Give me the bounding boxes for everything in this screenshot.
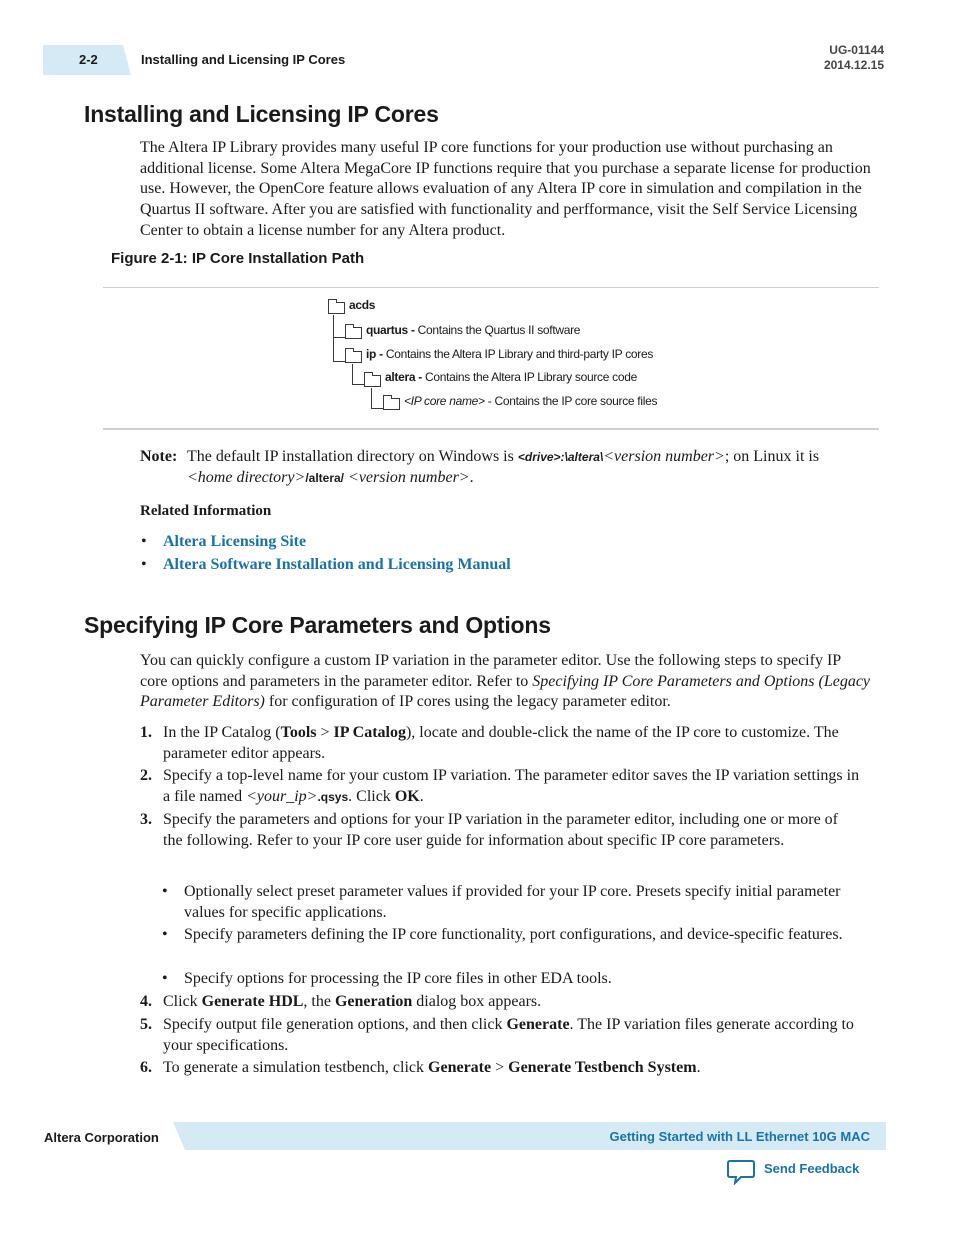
bullet: • <box>162 970 168 987</box>
tree-altera-label: altera - <box>385 370 422 384</box>
step-number: 5. <box>140 1016 152 1033</box>
footer-company: Altera Corporation <box>44 1130 159 1145</box>
step-text-part: . The IP variation files generate according to your specifications. <box>163 1016 854 1054</box>
note-label: Note: <box>140 448 178 465</box>
step-text-part: . Click <box>348 787 395 805</box>
step-bold: Generate <box>428 1059 492 1076</box>
note-text <box>187 447 877 488</box>
tree-root-label: acds <box>349 298 376 312</box>
step-text-part: > <box>491 1059 509 1076</box>
tree-altera-desc: Contains the Altera IP Library source code <box>421 370 637 384</box>
step-number: 2. <box>140 767 152 784</box>
sub-bullet-text: Optionally select preset parameter values if provided for your IP core. Presets specify initial parameter values for specific applications. <box>184 883 841 921</box>
sub-bullet-text: Specify parameters defining the IP core functionality, port configurations, and device-specific features. <box>184 926 843 943</box>
note-text-part: ; on Linux it is <box>724 448 820 465</box>
bullet: • <box>162 883 168 900</box>
figure-caption: Figure 2-1: IP Core Installation Path <box>111 250 365 267</box>
tree-quartus-label: quartus - <box>366 323 415 337</box>
step-text-part: ), locate and double-click the name of the IP core to customize. The parameter editor appears. <box>163 724 839 762</box>
tree-ip-label: ip - <box>366 347 383 361</box>
link-licensing-manual[interactable]: Altera Software Installation and Licensing Manual <box>163 556 511 573</box>
step-text-part: > <box>316 724 334 741</box>
step-text: Specify the parameters and options for your IP variation in the parameter editor, including one or more of the following. Refer to your IP core user guide for information about specific IP core parameters. <box>163 811 838 849</box>
folder-icon <box>383 398 400 410</box>
step-text <box>163 766 863 807</box>
step-bold: OK <box>394 787 420 805</box>
tree-line <box>371 408 383 409</box>
feedback-icon[interactable] <box>727 1159 755 1185</box>
note-text-part: . <box>469 468 474 486</box>
step-number: 6. <box>140 1059 152 1076</box>
tree-line <box>333 315 334 362</box>
step-text-part: To generate a simulation testbench, click <box>163 1059 429 1076</box>
step-code: .qsys <box>317 789 349 804</box>
section2-intro <box>140 651 872 713</box>
step-text-part: Specify output file generation options, and then click <box>163 1016 507 1033</box>
step-bold: Generate Testbench System <box>508 1059 697 1076</box>
step-text <box>163 992 863 1013</box>
step-number: 3. <box>140 811 152 828</box>
link-altera-licensing-site[interactable]: Altera Licensing Site <box>163 533 307 550</box>
tree-core-label: <IP core name> <box>404 394 485 408</box>
doc-id-block <box>824 43 884 73</box>
step-bold: Generation <box>334 993 413 1010</box>
intro-text: You can quickly configure a custom IP variation in the parameter editor. Use the following steps to specify IP core options and parameters in the parameter editor. Refer to <box>140 652 841 690</box>
related-info-label: Related Information <box>140 503 272 519</box>
figure-top-rule <box>103 287 879 288</box>
doc-id: UG-01144 <box>829 43 884 57</box>
section1-body: The Altera IP Library provides many useful IP core functions for your production use without purchasing an additional license. Some Altera MegaCore IP functions require that you purchase a separate license for production use. However, the OpenCore feature allows evaluation of any Altera IP core in simulation and compilation in the Quartus II software. After you are satisfied with functionality and perfformance, visit the Self Service Licensing Center to obtain a license number for any Altera product. <box>140 139 871 239</box>
step-text-part: Click <box>163 993 202 1010</box>
step-bold: IP Catalog <box>333 724 406 741</box>
note-text-part: The default IP installation directory on Windows is <box>187 448 518 465</box>
step-text-part: In the IP Catalog ( <box>163 724 281 741</box>
step-number: 4. <box>140 993 152 1010</box>
step-text-part: dialog box appears. <box>412 993 542 1010</box>
tree-quartus-desc: Contains the Quartus II software <box>414 323 581 337</box>
step-text <box>163 723 863 764</box>
section-title-installing: Installing and Licensing IP Cores <box>84 101 439 127</box>
figure-bottom-rule <box>103 428 879 430</box>
tree-line <box>333 337 345 338</box>
folder-icon <box>328 302 345 314</box>
tree-line <box>333 361 345 362</box>
note-code: <drive>:\altera\ <box>517 450 604 464</box>
bullet: • <box>141 533 147 550</box>
step-bold: Tools <box>280 724 317 741</box>
step-text-part: , the <box>303 993 335 1010</box>
send-feedback-link[interactable]: Send Feedback <box>764 1161 860 1176</box>
bullet: • <box>141 556 147 573</box>
tree-line <box>352 364 353 385</box>
step-text <box>163 1015 863 1056</box>
note-text-part: <home directory> <box>187 468 306 486</box>
folder-icon <box>345 327 362 339</box>
related-link-item <box>141 556 511 574</box>
step-number: 1. <box>140 724 152 741</box>
note-text-part: <version number> <box>603 448 725 465</box>
note-code: /altera/ <box>305 470 345 485</box>
related-link-item <box>141 533 306 551</box>
tree-core-desc: - Contains the IP core source files <box>484 394 658 408</box>
step-bold: Generate <box>506 1016 570 1033</box>
tree-line <box>352 384 364 385</box>
page-number: 2-2 <box>79 52 98 67</box>
note-text-part: <version number> <box>344 468 470 486</box>
step-text-part: . <box>419 787 424 805</box>
step-text-part: . <box>696 1059 701 1076</box>
folder-icon <box>364 375 381 387</box>
sub-bullet-text: Specify options for processing the IP core files in other EDA tools. <box>184 970 612 987</box>
step-bold: Generate HDL <box>201 993 304 1010</box>
tree-line <box>371 388 372 409</box>
step-text <box>163 1058 863 1079</box>
header-section-title: Installing and Licensing IP Cores <box>141 52 346 67</box>
tree-ip-desc: Contains the Altera IP Library and third-party IP cores <box>382 347 654 361</box>
section-title-specifying: Specifying IP Core Parameters and Options <box>84 612 551 638</box>
step-text-part: Specify a top-level name for your custom IP variation. The parameter editor saves the IP variation settings in a file named <box>163 767 860 805</box>
footer-doc-title: Getting Started with LL Ethernet 10G MAC <box>609 1129 870 1144</box>
intro-italic-ref: Specifying IP Core Parameters and Options (Legacy Parameter Editors) <box>140 672 871 711</box>
step-italic: <your_ip> <box>246 787 318 805</box>
doc-date: 2014.12.15 <box>823 58 884 72</box>
intro-text: for configuration of IP cores using the legacy parameter editor. <box>264 693 671 711</box>
bullet: • <box>162 926 168 943</box>
folder-icon <box>345 351 362 363</box>
